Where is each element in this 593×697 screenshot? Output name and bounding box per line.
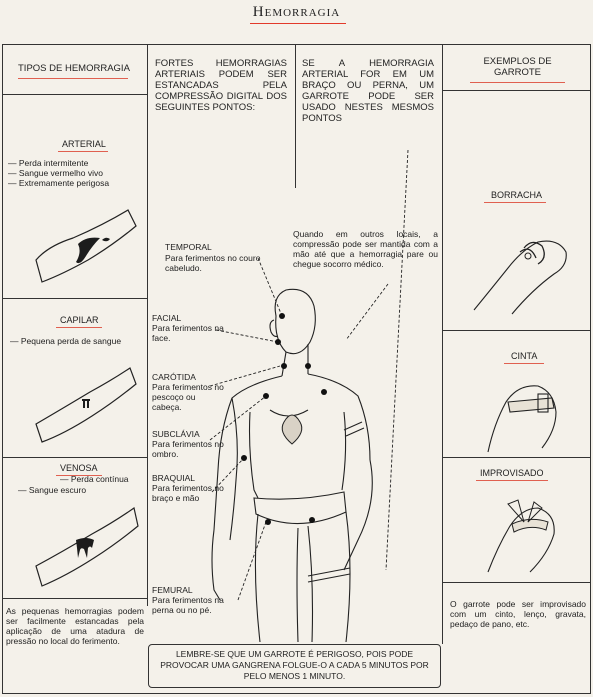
point-facial-desc: Para ferimentos na face.	[152, 323, 224, 343]
improvised-note: O garrote pode ser improvisado com um cinto, lenço, gravata, pedaço de pano, etc.	[450, 599, 586, 629]
type-underline	[58, 151, 108, 152]
point-braquial-desc: Para ferimentos no braço e mão	[152, 483, 224, 503]
point-temporal-desc: Para ferimentos no couro cabeludo.	[165, 253, 261, 273]
rubber-tourniquet-illustration	[468, 218, 578, 318]
arterial-wound-illustration	[28, 200, 140, 290]
trait-item: — Perda contínua	[60, 474, 145, 484]
column-divider-right	[442, 44, 443, 644]
point-subclavia-desc: Para ferimentos no ombro.	[152, 439, 224, 459]
venosa-traits	[10, 474, 145, 484]
row-divider	[442, 582, 591, 583]
type-venosa-title: VENOSA	[60, 463, 98, 473]
type-underline	[504, 363, 544, 364]
type-arterial-title: ARTERIAL	[62, 139, 106, 149]
digital-pressure-text: FORTES HEMORRAGIAS ARTERIAIS PODEM SER ESTANCADAS PELA COMPRESSÃO DIGITAL DOS SEGUINTES PONTOS:	[155, 58, 287, 113]
row-divider	[442, 330, 591, 331]
row-divider	[442, 90, 591, 91]
title-underline	[250, 23, 346, 24]
point-femural-name: FEMURAL	[152, 585, 193, 595]
warning-box	[148, 644, 441, 688]
point-carotida-name: CARÓTIDA	[152, 372, 196, 382]
other-places-note: Quando em outros locais, a compressão pode ser mantida com a mão até que a hemorragia pare ou chegue socorro médico.	[293, 229, 438, 269]
type-capilar-title: CAPILAR	[60, 315, 99, 325]
improvised-tourniquet-illustration	[468, 486, 578, 576]
venosa-traits-extra	[18, 485, 143, 495]
trait-item: — Sangue vermelho vivo	[8, 168, 143, 178]
header-underline	[470, 82, 565, 83]
row-divider	[2, 298, 147, 299]
venosa-wound-illustration	[30, 500, 142, 592]
arterial-traits	[8, 158, 143, 188]
point-carotida-desc: Para ferimentos no pescoço ou cabeça.	[152, 382, 224, 412]
point-temporal-name: TEMPORAL	[165, 242, 212, 252]
row-divider	[2, 598, 147, 599]
header-underline	[18, 78, 128, 79]
warning-text: LEMBRE-SE QUE UM GARROTE É PERIGOSO, POIS PODE PROVOCAR UMA GANGRENA FOLGUE-O A CADA 5 MINUTOS POR PELO MENOS 1 MINUTO.	[160, 649, 429, 681]
point-subclavia-name: SUBCLÁVIA	[152, 429, 200, 439]
arterial-limb-text: SE A HEMORRAGIA ARTERIAL FOR EM UM BRAÇO OU PERNA, UM GARROTE PODE SER USADO NESTES MESMOS PONTOS	[302, 58, 434, 124]
capilar-traits	[10, 336, 145, 346]
type-underline	[476, 480, 548, 481]
point-facial-name: FACIAL	[152, 313, 182, 323]
row-divider	[2, 457, 147, 458]
row-divider	[442, 457, 591, 458]
trait-item: — Sangue escuro	[18, 485, 143, 495]
trait-item: — Pequena perda de sangue	[10, 336, 145, 346]
point-braquial-name: BRAQUIAL	[152, 473, 195, 483]
belt-tourniquet-illustration	[468, 372, 578, 456]
tourniquet-borracha-title: BORRACHA	[491, 190, 543, 200]
row-divider	[2, 94, 147, 95]
capilar-wound-illustration	[30, 362, 140, 450]
trait-item: — Extremamente perigosa	[8, 178, 143, 188]
tourniquet-improvisado-title: IMPROVISADO	[480, 468, 544, 478]
small-bleeding-note: As pequenas hemorragias podem ser facilmente estancadas pela aplicação de uma atadura de pressão no local do ferimento.	[6, 606, 144, 646]
tourniquet-header: EXEMPLOS DE GARROTE	[483, 56, 552, 78]
body-pressure-points-diagram	[148, 130, 442, 642]
trait-item: — Perda intermitente	[8, 158, 143, 168]
tourniquet-cinta-title: CINTA	[511, 351, 538, 361]
point-femural-desc: Para ferimentos na perna ou no pé.	[152, 595, 224, 615]
page-title: Hemorragia	[252, 4, 341, 20]
types-header: TIPOS DE HEMORRAGIA	[18, 63, 130, 74]
type-underline	[484, 202, 546, 203]
type-underline	[56, 327, 102, 328]
